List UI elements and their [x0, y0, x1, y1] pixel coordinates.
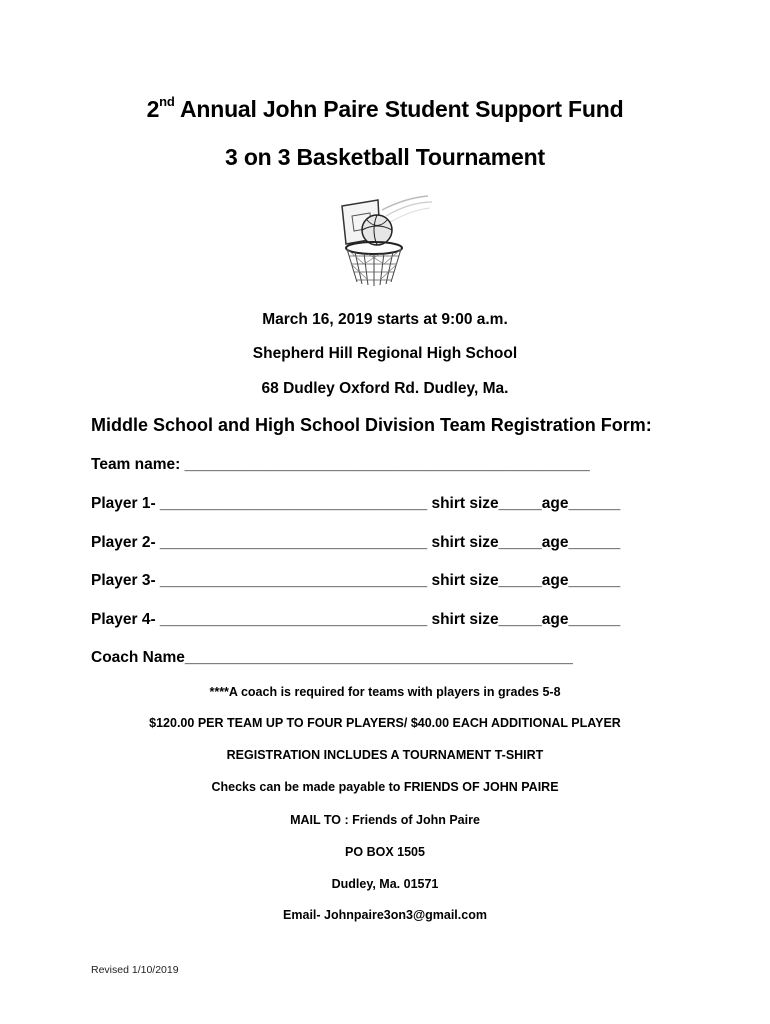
team-name-field: Team name: _______________________________________________: [91, 456, 590, 473]
title-text: Annual John Paire Student Support Fund: [174, 96, 624, 122]
contact-email: Email- Johnpaire3on3@gmail.com: [283, 908, 487, 922]
city-zip: Dudley, Ma. 01571: [331, 877, 439, 891]
checks-payable: Checks can be made payable to FRIENDS OF JOHN PAIRE: [211, 780, 559, 794]
event-address: 68 Dudley Oxford Rd. Dudley, Ma.: [261, 380, 509, 397]
event-date: March 16, 2019 starts at 9:00 a.m.: [262, 311, 508, 328]
price-info: $120.00 PER TEAM UP TO FOUR PLAYERS/ $40.00 EACH ADDITIONAL PLAYER: [149, 716, 621, 730]
title-ordinal-suffix: nd: [159, 94, 175, 110]
coach-name-field: Coach Name_____________________________________________: [91, 649, 573, 666]
page-title: [0, 96, 770, 123]
player-4-field: Player 4- _______________________________ shirt size_____age______: [91, 611, 621, 628]
basketball-hoop-icon: [330, 192, 440, 292]
registration-includes: REGISTRATION INCLUDES A TOURNAMENT T-SHIRT: [226, 748, 544, 762]
event-venue: Shepherd Hill Regional High School: [252, 345, 518, 362]
form-heading: Middle School and High School Division Team Registration Form:: [91, 415, 652, 435]
player-3-field: Player 3- _______________________________ shirt size_____age______: [91, 572, 621, 589]
player-2-field: Player 2- _______________________________ shirt size_____age______: [91, 534, 621, 551]
revised-date: Revised 1/10/2019: [91, 964, 179, 976]
player-1-field: Player 1- _______________________________ shirt size_____age______: [91, 495, 621, 512]
coach-requirement-note: ****A coach is required for teams with players in grades 5-8: [209, 685, 561, 699]
mail-to: MAIL TO : Friends of John Paire: [290, 813, 480, 827]
page-subtitle: 3 on 3 Basketball Tournament: [225, 144, 545, 170]
title-ordinal: 2: [146, 96, 160, 122]
po-box: PO BOX 1505: [345, 845, 425, 859]
